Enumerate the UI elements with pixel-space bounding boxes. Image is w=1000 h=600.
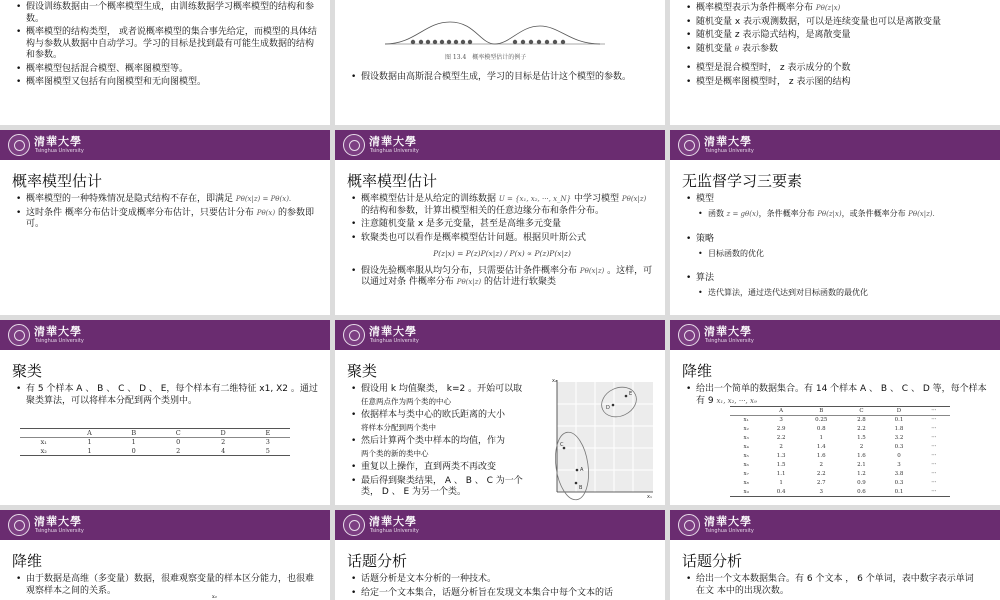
table-header: [730, 407, 762, 416]
table-cell: 1: [131, 438, 136, 447]
tsinghua-seal-icon: [343, 514, 365, 536]
kmeans-plot: [547, 376, 659, 501]
table-cell: 2.2: [857, 426, 866, 432]
table-header: A: [779, 408, 784, 414]
logo-subtext: Tsinghua University: [370, 528, 419, 534]
slide-2-body: [349, 72, 655, 86]
bullet: • 给出一个简单的数据集合。有 14 个样本 A 、 B 、 C 、 D 等，每个样本有 9 x₁, x₂, ···, x₉: [684, 384, 990, 407]
table-cell: x₁: [743, 417, 749, 424]
header-band: [335, 130, 665, 160]
bullet: • 这时条件 概率分布估计变成概率分布估计，只要估计分布 Pθ(x) 的参数即可。: [14, 208, 320, 231]
table-cell: ···: [931, 444, 937, 450]
logo-text: 清華大學: [34, 515, 82, 528]
table-cell: 0.1: [894, 488, 904, 495]
bullet: • 概率图模型又包括有向图模型和无向图模型。: [14, 77, 320, 89]
table-cell: 2: [859, 444, 864, 450]
table-cell: x₇: [743, 471, 749, 477]
point-label: A: [580, 467, 584, 473]
sub-bullet: • 目标函数的优化: [684, 248, 990, 260]
table-cell: 1: [87, 446, 92, 455]
table-cell: x₈: [743, 480, 749, 486]
bullet: • 重复以上操作，直到两类不再改变: [349, 462, 535, 474]
slide-5[interactable]: [335, 130, 665, 315]
table-cell: 3: [779, 417, 783, 424]
header-band: [670, 130, 1000, 160]
table-cell: x₁: [40, 438, 47, 447]
table-cell: 1.5: [857, 435, 866, 441]
table-row: [730, 452, 950, 461]
table-cell: 2: [176, 446, 181, 455]
table-cell: 1: [87, 438, 92, 447]
bullet: • 假设训练数据由一个概率模型生成，由训练数据学习概率模型的结构和参数。: [14, 2, 320, 25]
logo-text: 清華大學: [34, 135, 82, 148]
sub-bullet: • 迭代算法，通过迭代达到对目标函数的最优化: [684, 287, 990, 299]
slide-4-body: [14, 194, 320, 233]
header-band: [0, 320, 330, 350]
bullet: • 假设用 k 均值聚类， k=2 。开始可以取 任意两点作为两个类的中心: [349, 384, 535, 408]
tsinghua-seal-icon: [678, 134, 700, 156]
tsinghua-seal-icon: [678, 514, 700, 536]
bullet: • 最后得到聚类结果， A 、 B 、 C 为一个类， D 、 E 为另一个类。: [349, 476, 535, 499]
bullet: • 概率模型估计是从给定的训练数据 U = {x₁, x₂, ···, x_N} 中学习模型 Pθ(x|z)的结构和参数，计算出模型相关的任意边缘分布和条件分布。: [349, 194, 655, 217]
bullet: • 模型是概率图模型时， z 表示图的结构: [684, 77, 990, 89]
table-header: D: [220, 429, 226, 437]
table-cell: 1.1: [776, 471, 786, 477]
slide-2[interactable]: [335, 0, 665, 125]
logo-subtext: Tsinghua University: [705, 148, 754, 154]
table-cell: 1.6: [816, 453, 826, 459]
table-cell: 0.9: [857, 480, 866, 486]
tsinghua-seal-icon: [343, 134, 365, 156]
slide-title: 话题分析: [347, 552, 408, 570]
table-cell: 0.8: [816, 426, 826, 432]
table-cell: ···: [931, 426, 937, 432]
table-cell: 3: [819, 488, 823, 495]
gaussian-mixture-figure: [375, 14, 615, 50]
table-row: [20, 438, 290, 447]
bullet: • 注意随机变量 x 是多元变量，甚至是高维多元变量: [349, 219, 655, 231]
table-cell: 1.3: [776, 453, 786, 459]
table-row: [730, 434, 950, 443]
header-band: [335, 510, 665, 540]
bullet: • 有 5 个样本 A 、 B 、 C 、 D 、 E，每个样本有二维特征 x1, X2 。通过聚类算法，可以将样本分配到两个类别中。: [14, 384, 320, 407]
table-cell: 2.2: [776, 435, 786, 441]
bullet: • 模型: [684, 194, 990, 206]
table-header: D: [896, 408, 902, 414]
table-row: [20, 447, 290, 456]
table-cell: 0: [897, 453, 901, 459]
table-cell: 0.1: [894, 417, 904, 424]
table-row: [730, 443, 950, 452]
slide-4[interactable]: [0, 130, 330, 315]
table-cell: 1: [819, 435, 823, 441]
logo-text: 清華大學: [704, 135, 752, 148]
bullet: • 软聚类也可以看作是概率模型估计问题。根据贝叶斯公式: [349, 233, 655, 245]
logo-subtext: Tsinghua University: [705, 528, 754, 534]
table-cell: 0: [176, 438, 181, 447]
tsinghua-seal-icon: [8, 324, 30, 346]
point-label: C: [560, 442, 564, 448]
slide-11-body: [349, 574, 655, 600]
table-header: ···: [931, 408, 937, 414]
slide-title: 聚类: [12, 362, 43, 380]
logo-subtext: Tsinghua University: [705, 338, 754, 344]
table-header: A: [87, 429, 92, 437]
logo-text: 清華大學: [704, 515, 752, 528]
tsinghua-seal-icon: [343, 324, 365, 346]
bullet: • 概率模型包括混合模型、概率图模型等。: [14, 64, 320, 76]
table-cell: x₃: [743, 435, 749, 441]
table-cell: 1.4: [816, 444, 826, 450]
slide-11[interactable]: [335, 510, 665, 600]
logo-subtext: Tsinghua University: [35, 338, 84, 344]
bullet: • 随机变量 z 表示隐式结构，是离散变量: [684, 30, 990, 42]
table-cell: 2: [819, 462, 823, 468]
slide-5-body: [349, 194, 655, 291]
slide-1-body: [14, 2, 320, 91]
axis-label-y: x₂: [212, 594, 217, 600]
header-band: [0, 510, 330, 540]
table-cell: 2.9: [776, 426, 786, 432]
slide-7-body: [14, 384, 320, 409]
header-band: [335, 320, 665, 350]
header-band: [670, 320, 1000, 350]
sample-table: [20, 428, 290, 456]
slide-6-body: [684, 194, 990, 300]
table-cell: 3.8: [894, 471, 904, 477]
bullet: • 假设先验概率服从均匀分布，只需要估计条件概率分布 Pθ(x|z) 。这样，可以通过对条 件概率分布 Pθ(x|z) 的估计进行软聚类: [349, 266, 655, 289]
axis-label-x: x₁: [647, 494, 652, 500]
table-cell: 1.8: [894, 426, 904, 432]
table-cell: 2.2: [816, 471, 826, 477]
table-cell: 3: [897, 462, 901, 468]
slide-12-body: [684, 574, 980, 599]
bullet: • 假设数据由高斯混合模型生成，学习的目标是估计这个模型的参数。: [349, 72, 655, 84]
table-cell: 0.4: [776, 488, 786, 495]
table-cell: 1.2: [857, 471, 866, 477]
slide-10[interactable]: [0, 510, 330, 600]
table-cell: 2.7: [816, 480, 826, 486]
table-cell: 0.25: [815, 417, 828, 424]
slide-10-body: [14, 574, 316, 599]
table-cell: ···: [931, 453, 937, 459]
table-cell: 0.3: [894, 480, 904, 486]
figure-caption: 图 13.4 概率模型估计的例子: [445, 54, 527, 61]
table-cell: ···: [931, 462, 937, 468]
logo-subtext: Tsinghua University: [35, 528, 84, 534]
table-cell: ···: [931, 471, 937, 477]
table-cell: ···: [931, 480, 937, 486]
bullet: • 话题分析是文本分析的一种技术。: [349, 574, 655, 586]
table-cell: 2.8: [857, 417, 866, 424]
bullet: • 算法: [684, 273, 990, 285]
table-cell: x₉: [743, 488, 749, 495]
table-cell: 2: [779, 444, 783, 450]
table-cell: 3: [265, 438, 270, 447]
table-cell: 0.3: [894, 444, 904, 450]
bullet: • 概率模型的结构类型， 或者说概率模型的集合事先给定，而模型的具体结构与参数从数据中自动学习。学习的目标是找到最有可能生成数据的结构和参数。: [14, 27, 320, 62]
point-label: D: [606, 405, 610, 411]
slide-title: 聚类: [347, 362, 378, 380]
logo-text: 清華大學: [704, 325, 752, 338]
tsinghua-seal-icon: [8, 514, 30, 536]
table-header: C: [175, 429, 181, 437]
slide-7[interactable]: [0, 320, 330, 505]
axis-label-y: x₂: [552, 378, 557, 384]
slide-title: 话题分析: [682, 552, 743, 570]
bullet: • 策略: [684, 234, 990, 246]
bayes-formula: P(z|x) = P(z)P(x|z) / P(x) ∝ P(z)P(x|z): [433, 249, 571, 258]
slide-12[interactable]: [670, 510, 1000, 600]
table-header: B: [819, 408, 824, 414]
tsinghua-seal-icon: [8, 134, 30, 156]
header-band: [670, 510, 1000, 540]
logo-subtext: Tsinghua University: [35, 148, 84, 154]
table-cell: 2.1: [857, 462, 866, 468]
table-row: [730, 470, 950, 479]
bullet: • 由于数据是高维（多变量）数据，很难观察变量的样本区分能力，也很难观察样本之间的关系。: [14, 574, 316, 597]
table-cell: x₅: [743, 453, 749, 459]
bullet: • 依据样本与类中心的欧氏距离的大小 将样本分配到两个类中: [349, 410, 535, 434]
slide-1[interactable]: [0, 0, 330, 125]
table-row: [730, 416, 950, 425]
table-header: E: [265, 429, 271, 437]
slide-title: 概率模型估计: [347, 172, 438, 190]
table-cell: 0: [131, 446, 136, 455]
table-header: [20, 429, 67, 438]
table-row: [730, 425, 950, 434]
table-row: [730, 479, 950, 488]
logo-text: 清華大學: [369, 515, 417, 528]
bullet: • 随机变量 θ 表示参数: [684, 44, 990, 56]
table-cell: 1: [779, 480, 783, 486]
logo-subtext: Tsinghua University: [370, 338, 419, 344]
logo-text: 清華大學: [34, 325, 82, 338]
logo-text: 清華大學: [369, 135, 417, 148]
header-band: [0, 130, 330, 160]
table-cell: ···: [931, 435, 937, 441]
slide-3[interactable]: [670, 0, 1000, 125]
bullet: • 概率模型表示为条件概率分布 Pθ(z|x): [684, 3, 990, 15]
table-cell: 1.6: [857, 453, 866, 459]
sub-bullet: • 函数 z = gθ(x)，条件概率分布 Pθ(z|x)，或条件概率分布 Pθ(x|z).: [684, 208, 990, 221]
slide-6[interactable]: [670, 130, 1000, 315]
table-cell: x₄: [743, 444, 749, 450]
table-cell: 0.6: [857, 488, 866, 495]
slide-9[interactable]: [670, 320, 1000, 505]
bullet: • 概率模型的一种特殊情况是隐式结构不存在，即满足 Pθ(x|z) = Pθ(x).: [14, 194, 320, 206]
bullet: • 随机变量 x 表示观测数据，可以是连续变量也可以是离散变量: [684, 17, 990, 29]
slide-title: 降维: [12, 552, 43, 570]
table-cell: 2: [221, 438, 226, 447]
slide-3-body: [684, 3, 990, 90]
logo-text: 清華大學: [369, 325, 417, 338]
slide-8[interactable]: [335, 320, 665, 505]
slide-title: 概率模型估计: [12, 172, 103, 190]
table-cell: 3.2: [894, 435, 904, 441]
table-cell: x₂: [40, 446, 47, 455]
point-label: B: [579, 485, 583, 491]
table-cell: ···: [931, 488, 937, 495]
slide-8-body: [349, 384, 535, 501]
table-header: C: [859, 408, 864, 414]
logo-subtext: Tsinghua University: [370, 148, 419, 154]
bullet: • 模型是混合模型时， z 表示成分的个数: [684, 63, 990, 75]
table-cell: 4: [221, 446, 226, 455]
table-header: B: [131, 429, 137, 437]
bullet: • 然后计算两个类中样本的均值，作为 两个类的新的类中心: [349, 436, 535, 460]
slide-title: 无监督学习三要素: [682, 172, 803, 190]
data-table: [730, 406, 950, 497]
table-cell: 5: [265, 446, 270, 455]
table-cell: ···: [931, 417, 937, 424]
tsinghua-seal-icon: [678, 324, 700, 346]
table-row: [730, 488, 950, 497]
point-label: E: [629, 391, 633, 397]
bullet: • 给出一个文本数据集合。有 6 个文本 ， 6 个单词，表中数字表示单词在文 本中的出现次数。: [684, 574, 980, 597]
bullet: • 给定一个文本集合，话题分析旨在发现文本集合中每个文本的话: [349, 588, 655, 600]
table-cell: x₂: [743, 426, 749, 432]
table-cell: 1.5: [776, 462, 786, 468]
table-cell: x₆: [743, 462, 749, 468]
table-row: [730, 461, 950, 470]
slide-title: 降维: [682, 362, 713, 380]
